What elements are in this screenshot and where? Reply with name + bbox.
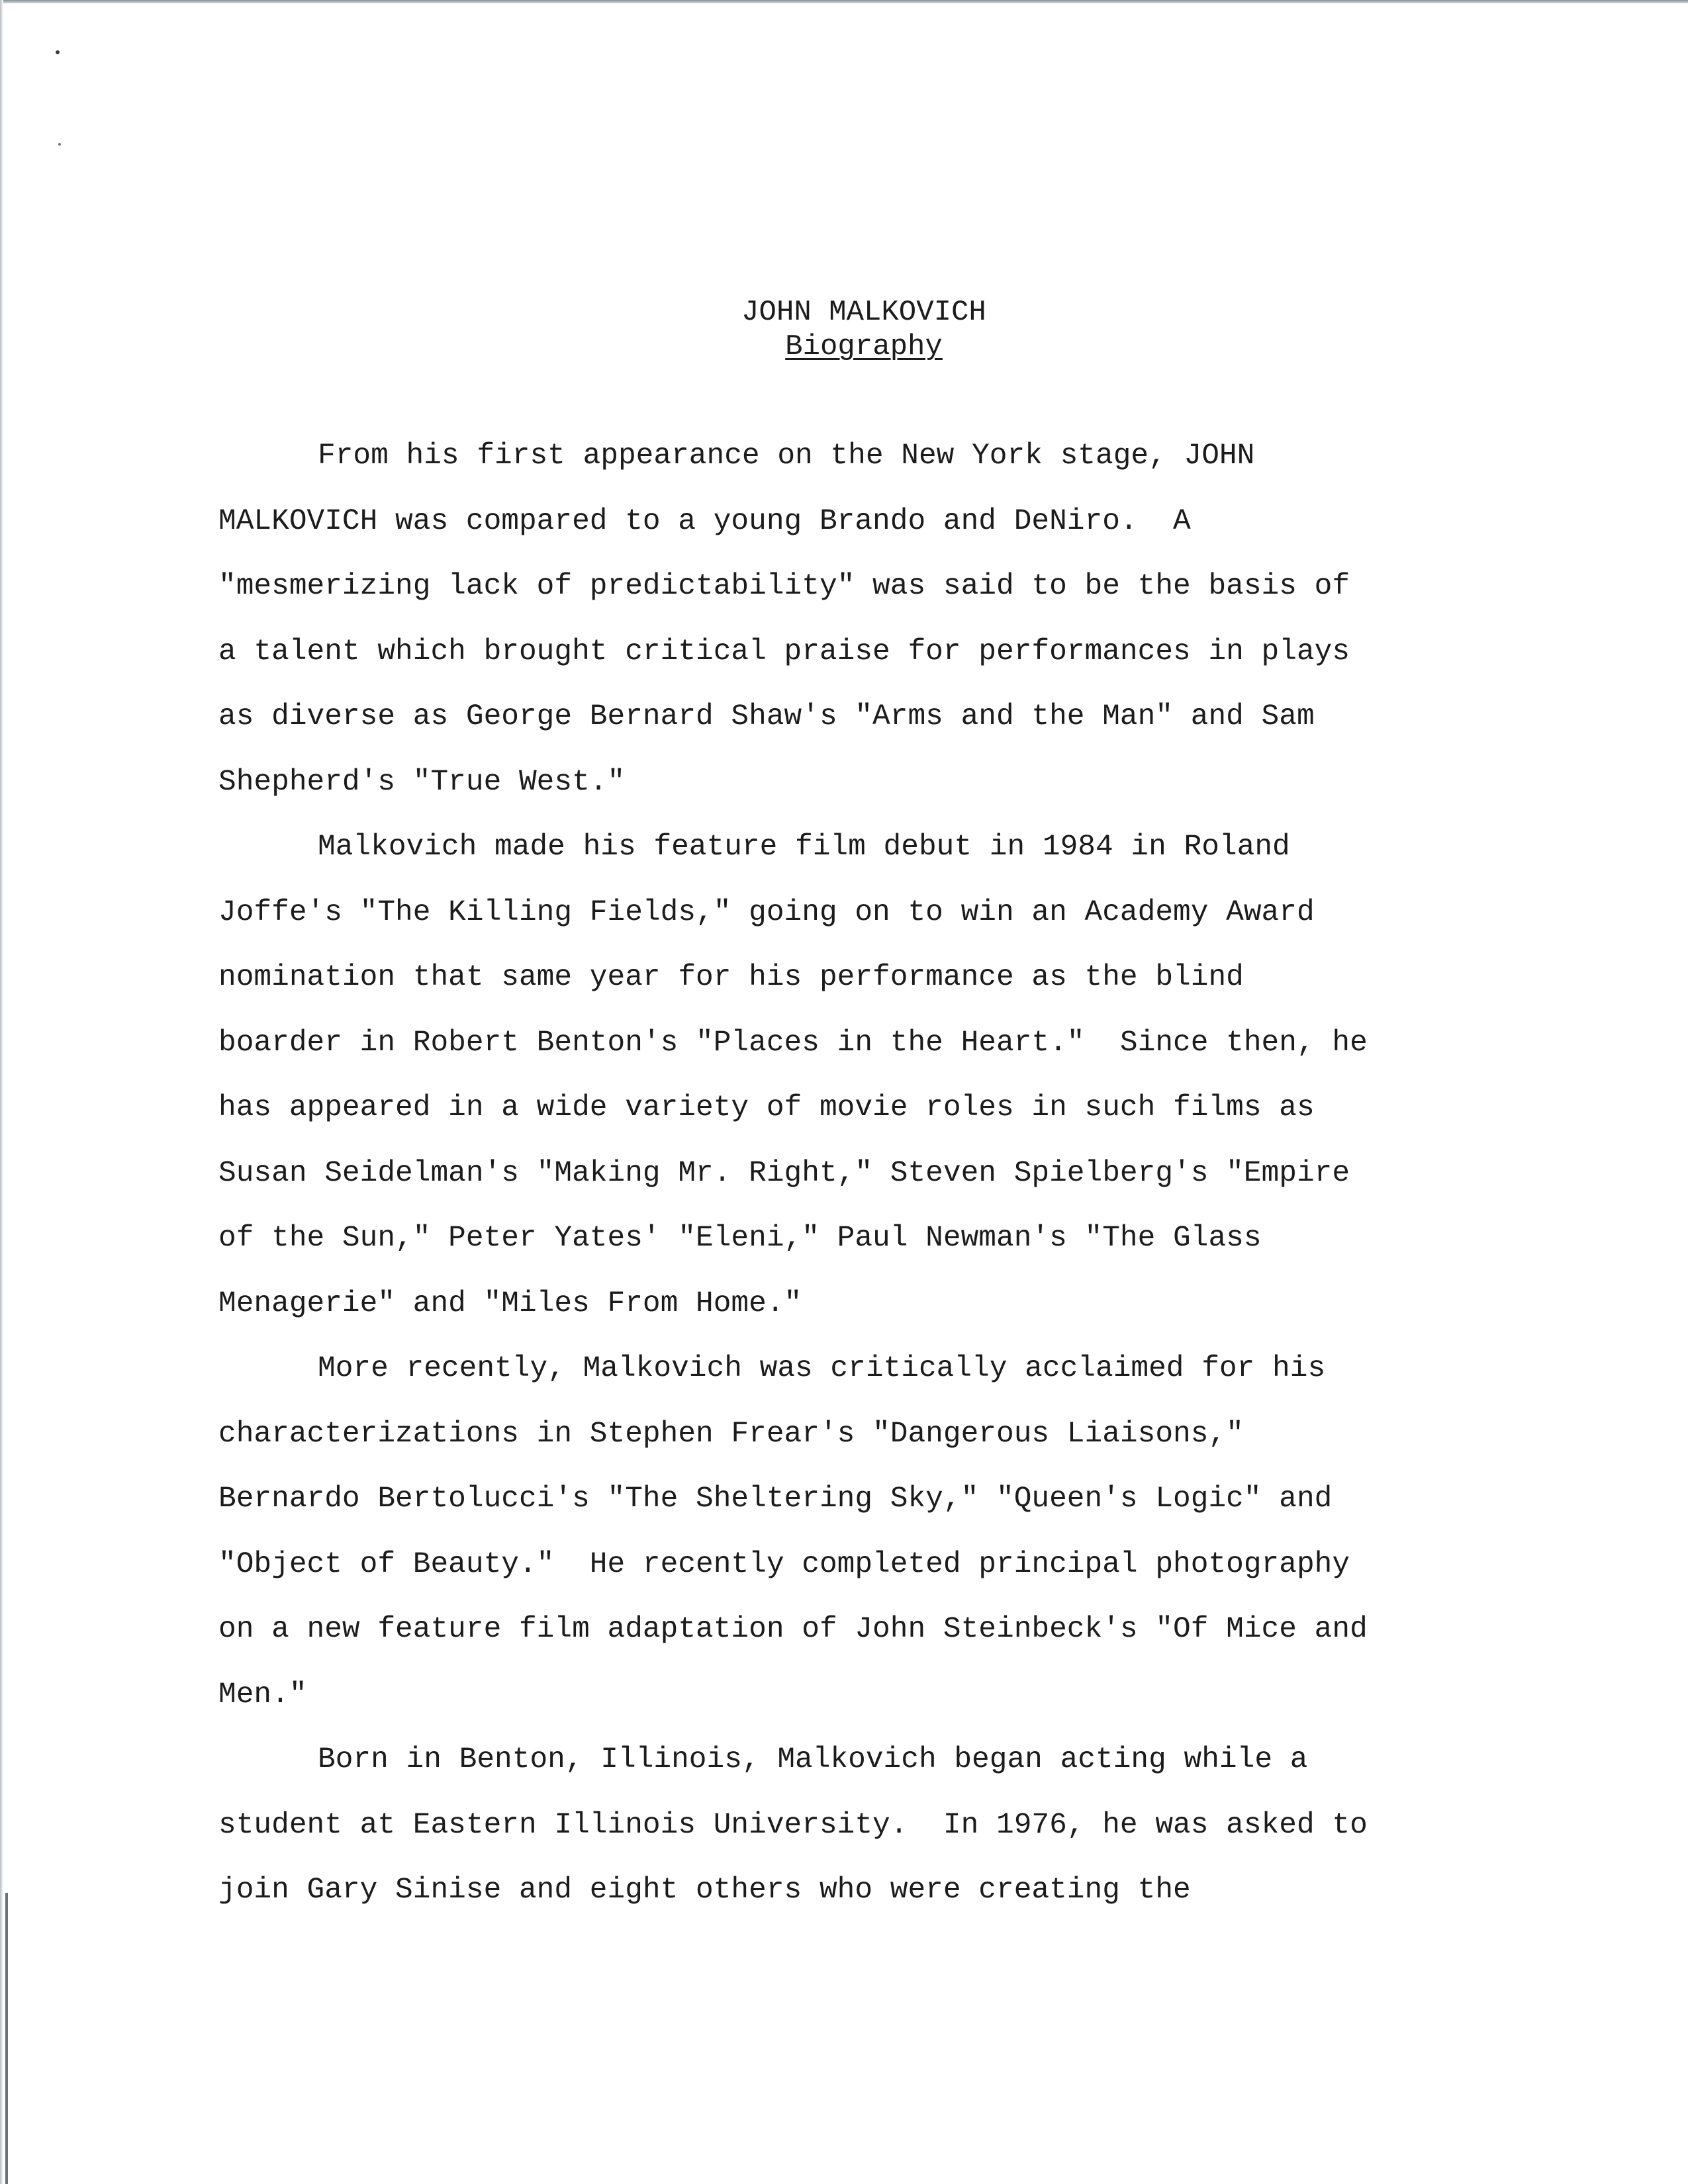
paragraph-3-line-3: Bernardo Bertolucci's "The Sheltering Sky," "Queen's Logic" and [218,1482,1333,1516]
paragraph-3-line-4: "Object of Beauty." He recently completed principal photography [218,1547,1350,1581]
paragraph-4-line-2: student at Eastern Illinois University. In 1976, he was asked to [218,1808,1368,1842]
document-title: JOHN MALKOVICH [741,296,986,329]
scan-edge-top [0,0,1688,3]
paragraph-1-line-3: "mesmerizing lack of predictability" was said to be the basis of [218,570,1350,603]
paragraph-1-line-4: a talent which brought critical praise for performances in plays [218,635,1350,668]
paragraph-1-line-6: Shepherd's "True West." [218,765,626,799]
paragraph-2-line-3: nomination that same year for his performance as the blind [218,961,1244,994]
paragraph-1-line-1: From his first appearance on the New York stage, JOHN [318,439,1255,473]
paragraph-3-line-6: Men." [218,1678,307,1711]
paragraph-4-line-3: join Gary Sinise and eight others who were creating the [218,1874,1191,1907]
paragraph-2-line-2: Joffe's "The Killing Fields," going on to win an Academy Award [218,895,1315,929]
biography-body [218,424,1536,1923]
scan-speck [58,143,61,146]
scan-edge-bottom-left [5,1893,8,2184]
paragraph-2-line-7: of the Sun," Peter Yates' "Eleni," Paul Newman's "The Glass [218,1222,1262,1255]
paragraph-3-line-5: on a new feature film adaptation of John Steinbeck's "Of Mice and [218,1613,1368,1646]
document-subtitle: Biography [785,330,943,363]
scan-speck [56,50,60,54]
paragraph-3-line-1: More recently, Malkovich was critically acclaimed for his [318,1352,1326,1385]
paragraph-2-line-8: Menagerie" and "Miles From Home." [218,1287,802,1320]
paragraph-1-line-5: as diverse as George Bernard Shaw's "Arms and the Man" and Sam [218,700,1315,733]
document-header [0,295,1688,364]
paragraph-2-line-5: has appeared in a wide variety of movie roles in such films as [218,1091,1315,1124]
paragraph-2-line-1: Malkovich made his feature film debut in 1984 in Roland [318,831,1290,864]
paragraph-3-line-2: characterizations in Stephen Frear's "Dangerous Liaisons," [218,1417,1244,1451]
paragraph-1-line-2: MALKOVICH was compared to a young Brando and DeNiro. A [218,504,1191,538]
paragraph-2-line-4: boarder in Robert Benton's "Places in the Heart." Since then, he [218,1026,1368,1060]
paragraph-4-line-1: Born in Benton, Illinois, Malkovich began acting while a [318,1743,1308,1776]
paragraph-2-line-6: Susan Seidelman's "Making Mr. Right," Steven Spielberg's "Empire [218,1156,1350,1190]
